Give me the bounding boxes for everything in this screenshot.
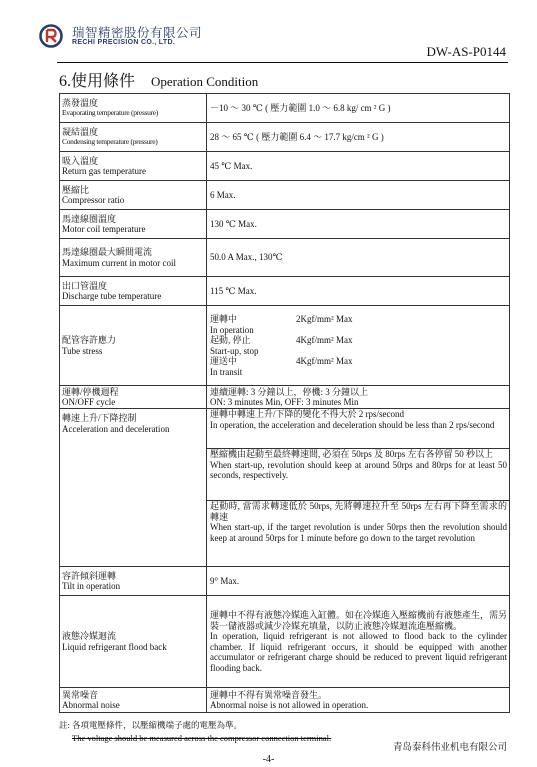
row-value: 壓縮機由起動至最終轉速間, 必須在 50rps 及 80rps 左右各停留 50 秒以上 When start-up, revolution should keep at around 50rps and 80rps for at least 50 seconds, respectively. (207, 449, 510, 501)
row-value: －10 ～ 30 ℃ ( 壓力範圍 1.0 ～ 6.8 kg/ cm ² G ) (207, 94, 510, 123)
label-en: Motor coil temperature (62, 224, 146, 234)
row-value: 28 ～ 65 ℃ ( 壓力範圍 6.4 ～ 17.7 kg/cm ² G ) (207, 123, 510, 152)
label-en: Discharge tube temperature (62, 291, 162, 301)
label-cn: 運轉/停機週程 (62, 386, 119, 397)
footnote-en: The voltage should be measured across the compressor connection terminal. (72, 733, 332, 743)
stress-start-stop: 起動, 停止 4Kgf/mm² Max (210, 335, 353, 345)
row-label (60, 239, 207, 277)
label-cn: 馬達線圈最大瞬間電流 (62, 247, 153, 257)
row-label (60, 306, 207, 386)
row-value: 9° Max. (207, 567, 510, 596)
label-cn: 凝結溫度 (62, 126, 99, 137)
label-en: Tube stress (62, 345, 103, 356)
row-value: 連續運轉: 3 分鐘以上，停機: 3 分鐘以上 ON: 3 minutes Min, OFF: 3 minutes Min (207, 386, 510, 409)
label-en: ON/OFF cycle (62, 397, 116, 407)
label-cn: 配管容許應力 (62, 335, 117, 345)
label-en: Abnormal noise (62, 700, 120, 710)
row-label (60, 386, 207, 409)
company-name-en: RECHI PRECISION CO., LTD. (72, 39, 176, 46)
section-title (59, 68, 258, 91)
table-row-liquid-flood-back (60, 596, 510, 688)
stress-in-transit: 運送中 4Kgf/mm² Max (210, 356, 353, 366)
label-en: Liquid refrigerant flood back (62, 641, 167, 652)
stress-in-transit-en: In transit (210, 366, 243, 377)
table-row-accel-1 (60, 409, 510, 449)
table-row-abnormal-noise (60, 688, 510, 713)
label-cn: 出口管溫度 (62, 280, 108, 291)
document-code: DW-AS-P0144 (421, 44, 508, 63)
label-en: Return gas temperature (62, 166, 146, 176)
label-cn: 吸入溫度 (62, 155, 99, 166)
page-number: -4- (262, 754, 275, 765)
section-title-cn: 6.使用條件 (59, 73, 136, 90)
label-cn: 容許傾斜運轉 (62, 570, 117, 581)
row-label (60, 409, 207, 567)
row-label (60, 181, 207, 210)
row-value: 運轉中不得有異常噪音發生。 Abnormal noise is not allowed in operation. (207, 688, 510, 713)
label-en: Evaporating temperature (pressure) (62, 108, 159, 117)
table-row-motor-coil-temp (60, 210, 510, 239)
label-cn: 蒸發溫度 (62, 97, 99, 108)
label-en: Tilt in operation (62, 581, 121, 591)
row-value (207, 306, 510, 386)
row-label (60, 567, 207, 596)
table-row-compressor-ratio (60, 181, 510, 210)
label-cn: 壓縮比 (62, 184, 90, 195)
section-title-en: Operation Condition (151, 74, 259, 89)
table-row-on-off-cycle (60, 386, 510, 409)
row-value: 運轉中轉速上升/下降的變化不得大於 2 rps/second In operation, the acceleration and deceleration should be less than 2 rps/second (207, 409, 510, 449)
row-value: 6 Max. (207, 181, 510, 210)
row-value: 45 ℃ Max. (207, 152, 510, 181)
footnote-cn: 註: 各項電壓條件，以壓縮機端子處的電壓為準。 (59, 720, 242, 730)
table-row-return-gas (60, 152, 510, 181)
rechi-logo-icon (39, 24, 63, 48)
label-cn: 異常噪音 (62, 689, 99, 700)
table-row-condensing (60, 123, 510, 152)
row-value: 起動時, 當需求轉速低於 50rps, 先將轉速拉升至 50rps 左右再下降至需求的轉速 When start-up, if the target revolution is under 50rps then the revolution should keep at around 50rps for 1 minute before go down to the target revolution (207, 501, 510, 567)
table-row-evaporating (60, 94, 510, 123)
operation-condition-table (59, 93, 510, 713)
label-en: Condensing temperature (pressure) (62, 137, 158, 146)
footer-company-name: 青岛泰科伟业机电有限公司 (392, 742, 507, 753)
row-value: 115 ℃ Max. (207, 277, 510, 306)
row-label (60, 94, 207, 123)
table-row-tube-stress (60, 306, 510, 386)
row-label (60, 277, 207, 306)
label-cn: 液態冷媒迴流 (62, 631, 117, 641)
label-en: Acceleration and deceleration (62, 423, 170, 434)
label-cn: 轉速上升/下降控制 (62, 413, 137, 423)
label-cn: 馬達線圈溫度 (62, 213, 117, 224)
row-label (60, 123, 207, 152)
row-label (60, 210, 207, 239)
row-label (60, 688, 207, 713)
stress-in-operation: 運轉中 2Kgf/mm² Max (210, 314, 353, 324)
row-value: 運轉中不得有液態冷媒進入缸體。如在冷媒進入壓縮機前有液態產生，需另裝一儲液器或減少冷媒充填量，以防止液態冷媒迴流進壓縮機。 In operation, liquid refrigerant is not allowed to flood back to the cylinder chamber. If liquid refrigerant occurs, it should be equipped with another accumulator or refrigerant charge should be reduced to prevent liquid refrigerant flooding back. (207, 596, 510, 688)
header-divider (57, 62, 508, 63)
table-row-max-current (60, 239, 510, 277)
label-en: Compressor ratio (62, 195, 125, 205)
row-label (60, 152, 207, 181)
stress-start-stop-en: Start-up, stop (210, 345, 259, 356)
stress-in-operation-en: In operation (210, 324, 254, 335)
company-name-cn: 瑞智精密股份有限公司 (72, 25, 203, 40)
table-row-discharge-temp (60, 277, 510, 306)
table-row-tilt (60, 567, 510, 596)
row-label (60, 596, 207, 688)
row-value: 50.0 A Max., 130℃ (207, 239, 510, 277)
row-value: 130 ℃ Max. (207, 210, 510, 239)
label-en: Maximum current in motor coil (62, 257, 176, 268)
